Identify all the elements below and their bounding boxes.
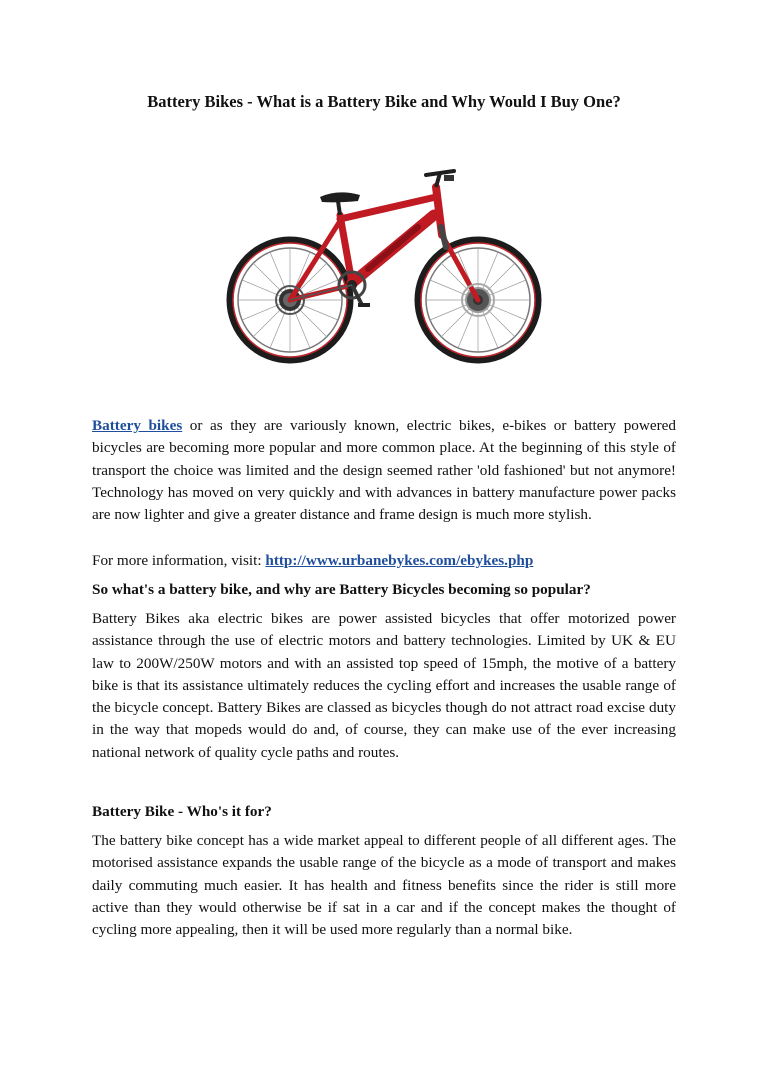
section-body-who-for: The battery bike concept has a wide market appeal to different people of all different ages. The motorised assistance expands the usable range of the bicycle as a mode of transport and makes daily commuting much easier. It has health and fitness benefits since the rider is still more active than they would otherwise be if sat in a car and if the concept makes the thought of cycling more appealing, then it will be used more regularly than a normal bike. (92, 832, 676, 939)
more-info-prefix: For more information, visit: (92, 552, 266, 569)
section-body-what-is: Battery Bikes aka electric bikes are power assisted bicycles that offer motorized power assistance through the use of electric motors and battery technologies. Limited by UK & EU law to 200W/250W motors and with an assisted top speed of 15mph, the motive of a battery bike is that its assistance ultimately reduces the cycling effort and increases the usable range of the bicycle concept. Battery Bikes are classed as bicycles though do not attract road excise duty in the way that mopeds would do and, of course, they can make use of the ever increasing national network of quality cycle paths and routes. (92, 610, 676, 761)
section-heading-who-for: Battery Bike - Who's it for? (92, 803, 272, 820)
intro-text: or as they are variously known, electric bikes, e-bikes or battery powered bicycles are becoming more popular and more common place. At the beginning of this style of transport the choice was limited and the design seemed rather 'old fashioned' but not anymore! Technology has moved on very quickly and with advances in battery manufacture power packs are now lighter and give a greater distance and frame design is much more stylish. (92, 417, 676, 524)
more-info-line (92, 550, 676, 572)
intro-paragraph (92, 415, 676, 526)
electric-bike-image (222, 165, 546, 375)
battery-bikes-link[interactable]: Battery bikes (92, 417, 183, 434)
handlebar (426, 171, 454, 175)
page-title: Battery Bikes - What is a Battery Bike and Why Would I Buy One? (147, 92, 621, 111)
saddle (320, 192, 360, 202)
urbanebykes-link[interactable]: http://www.urbanebykes.com/ebykes.php (265, 552, 534, 569)
section-heading-what-is: So what's a battery bike, and why are Battery Bicycles becoming so popular? (92, 581, 591, 598)
